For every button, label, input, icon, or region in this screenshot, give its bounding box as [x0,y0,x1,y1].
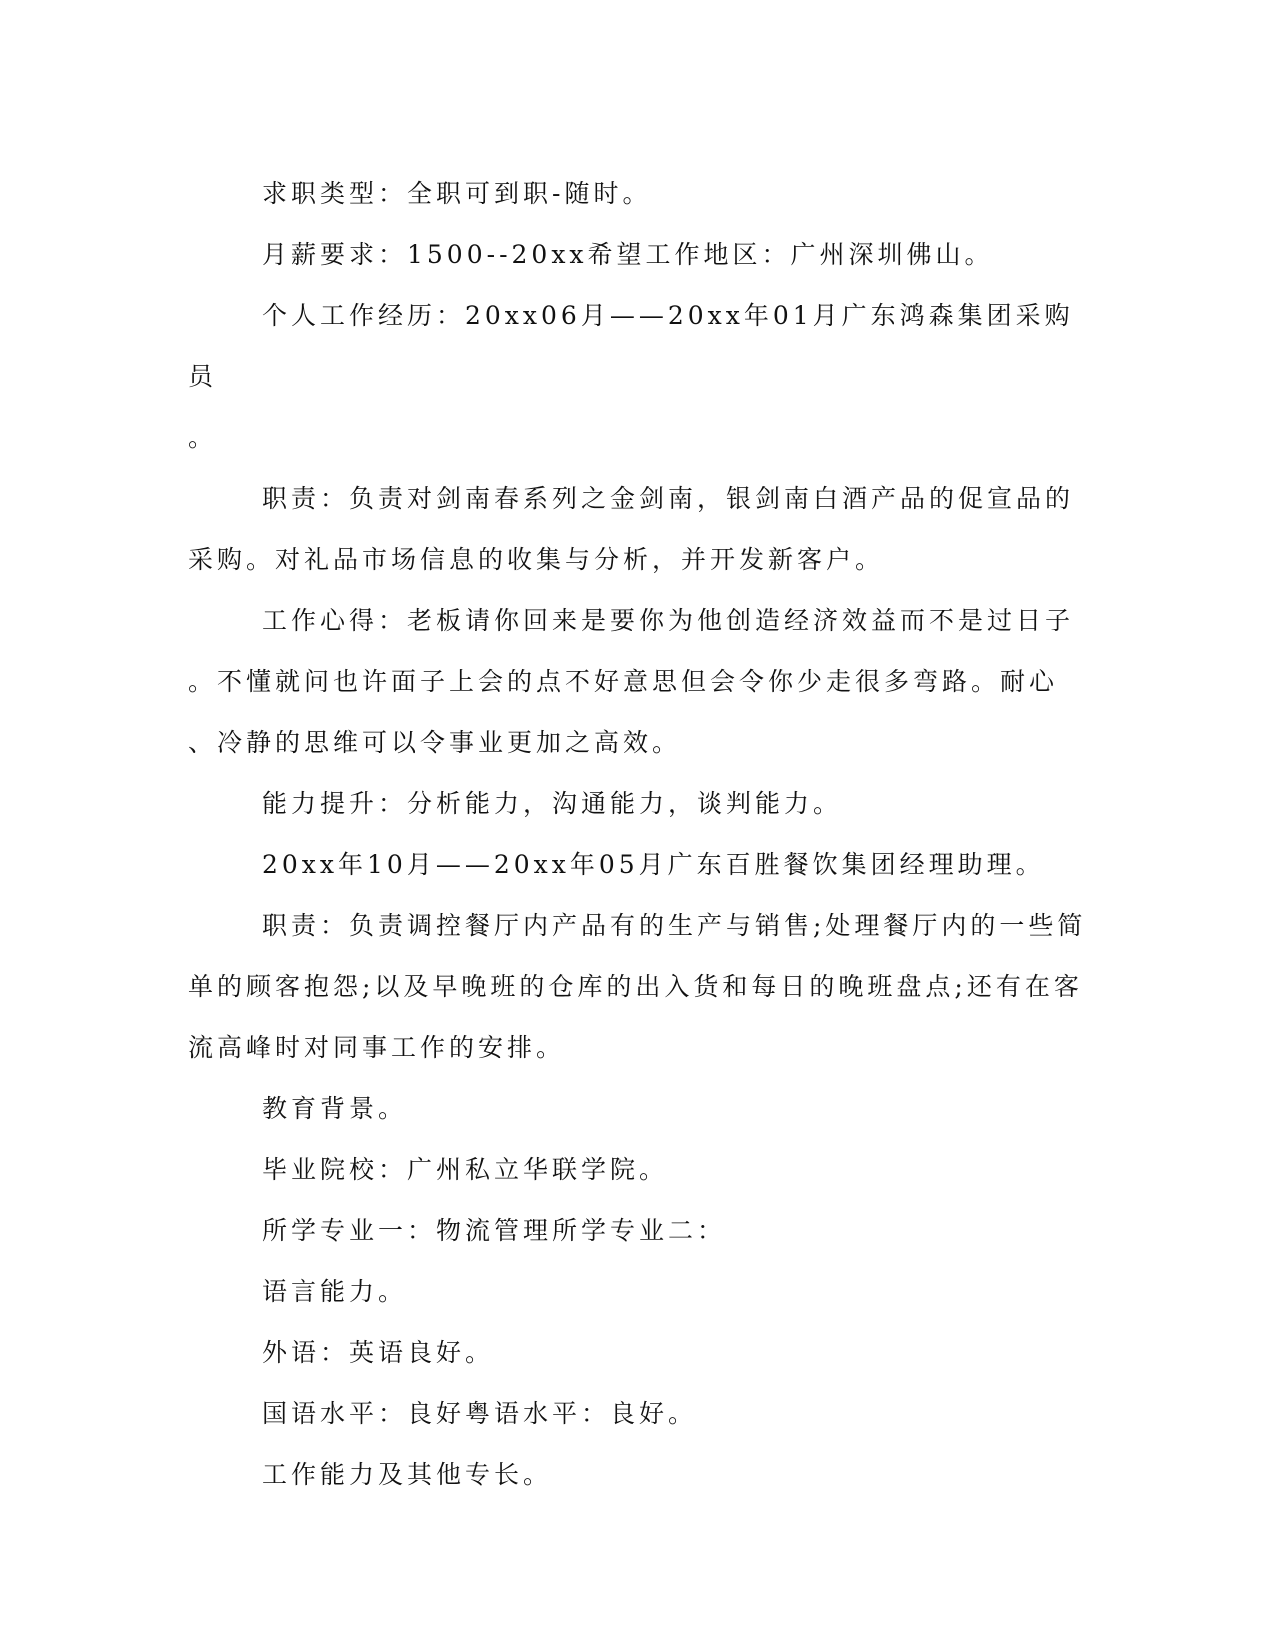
paragraph-job-type: 求职类型：全职可到职-随时。 [262,179,652,208]
paragraph-foreign-language: 外语：英语良好。 [262,1338,495,1367]
paragraph-work-insight: 工作心得：老板请你回来是要你为他创造经济效益而不是过日子 。不懂就问也许面子上会的点不好意思但会令你少走很多弯路。耐心 、冷静的思维可以令事业更加之高效。 [188,606,1075,757]
paragraph-school: 毕业院校：广州私立华联学院。 [262,1155,669,1184]
paragraph-salary: 月薪要求：1500--20xx希望工作地区：广州深圳佛山。 [262,240,994,269]
document-body [188,163,1088,1505]
heading-language-ability: 语言能力。 [262,1277,408,1306]
heading-other-skills: 工作能力及其他专长。 [262,1460,553,1489]
paragraph-major: 所学专业一：物流管理所学专业二： [262,1216,727,1245]
paragraph-duties-1: 职责：负责对剑南春系列之金剑南，银剑南白酒产品的促宣品的 采购。对礼品市场信息的收集与分析，并开发新客户。 [188,484,1075,574]
paragraph-work-history-2: 20xx年10月——20xx年05月广东百胜餐饮集团经理助理。 [262,850,1045,879]
paragraph-work-history: 个人工作经历：20xx06月——20xx年01月广东鸿森集团采购员 。 [188,301,1074,452]
paragraph-skill-improvement: 能力提升：分析能力，沟通能力，谈判能力。 [262,789,843,818]
paragraph-dialect-level: 国语水平：良好粤语水平：良好。 [262,1399,698,1428]
paragraph-duties-2: 职责：负责调控餐厅内产品有的生产与销售;处理餐厅内的一些简 单的顾客抱怨;以及早晚班的仓库的出入货和每日的晚班盘点;还有在客 流高峰时对同事工作的安排。 [188,911,1087,1062]
heading-education: 教育背景。 [262,1094,408,1123]
